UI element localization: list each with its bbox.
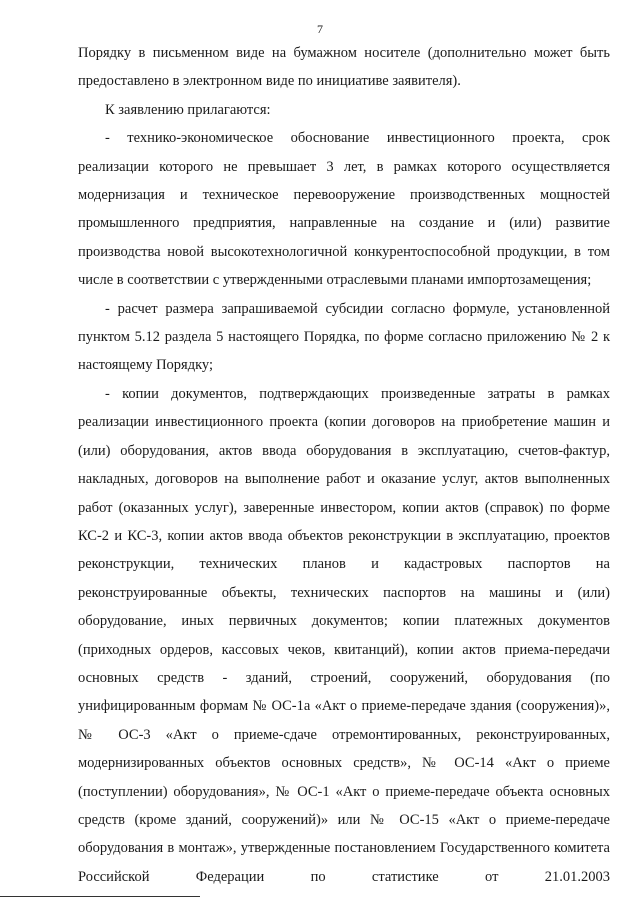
paragraph-subsidy-calculation: - расчет размера запрашиваемой субсидии согласно формуле, установленной пунктом 5.12 раздела 5 настоящего Порядка, по форме согласно приложению № 2 к настоящему Порядку;	[78, 300, 610, 374]
paragraph-intro-continuation: Порядку в письменном виде на бумажном носителе (дополнительно может быть предоставлено в электронном виде по инициативе заявителя).	[78, 45, 610, 90]
paragraph-document-copies: - копии документов, подтверждающих произведенные затраты в рамках реализации инвестиционного проекта (копии договоров на приобретение машин и (или) оборудования, актов ввода оборудования в эксплуатацию, счетов-фактур, накладных, договоров на выполнение работ и оказание услуг, актов выполненных работ (оказанных услуг), заверенные инвестором, копии актов (справок) по форме КС-2 и КС-3, копии актов ввода объектов реконструкции в эксплуатацию, проектов реконструкции, технических планов и кадастровых паспортов на реконструированные объекты, технических паспортов на машины и (или) оборудование, иных первичных документов; копии платежных документов (приходных ордеров, кассовых чеков, квитанций), копии актов приема-передачи основных средств - зданий, строений, сооружений, оборудования (по унифицированным формам № ОС-1а «Акт о приеме-передаче здания (сооружения)», № ОС-3 «Акт о приеме-сдаче отремонтированных, реконструированных, модернизированных объектов основных средств», № ОС-14 «Акт о приеме (поступлении) оборудования», № ОС-1 «Акт о приеме-передаче объекта основных средств (кроме зданий, сооружений)» или № ОС-15 «Акт о приеме-передаче оборудования в монтаж», утвержденные постановлением Государственного комитета Российской Федерации по статистике от 21.01.2003	[78, 385, 610, 885]
document-body	[78, 39, 610, 891]
paragraph-attachments-heading: К заявлению прилагаются:	[105, 101, 271, 118]
footer-divider	[0, 896, 200, 897]
paragraph-feasibility-study: - технико-экономическое обоснование инвестиционного проекта, срок реализации которого не превышает 3 лет, в рамках которого осуществляется модернизация и техническое перевооружение производственных мощностей промышленного предприятия, направленные на создание и (или) развитие производства новой высокотехнологичной конкурентоспособной продукции, в том числе в соответствии с утвержденными отраслевыми планами импортозамещения;	[78, 130, 610, 289]
page-number: 7	[317, 22, 323, 36]
